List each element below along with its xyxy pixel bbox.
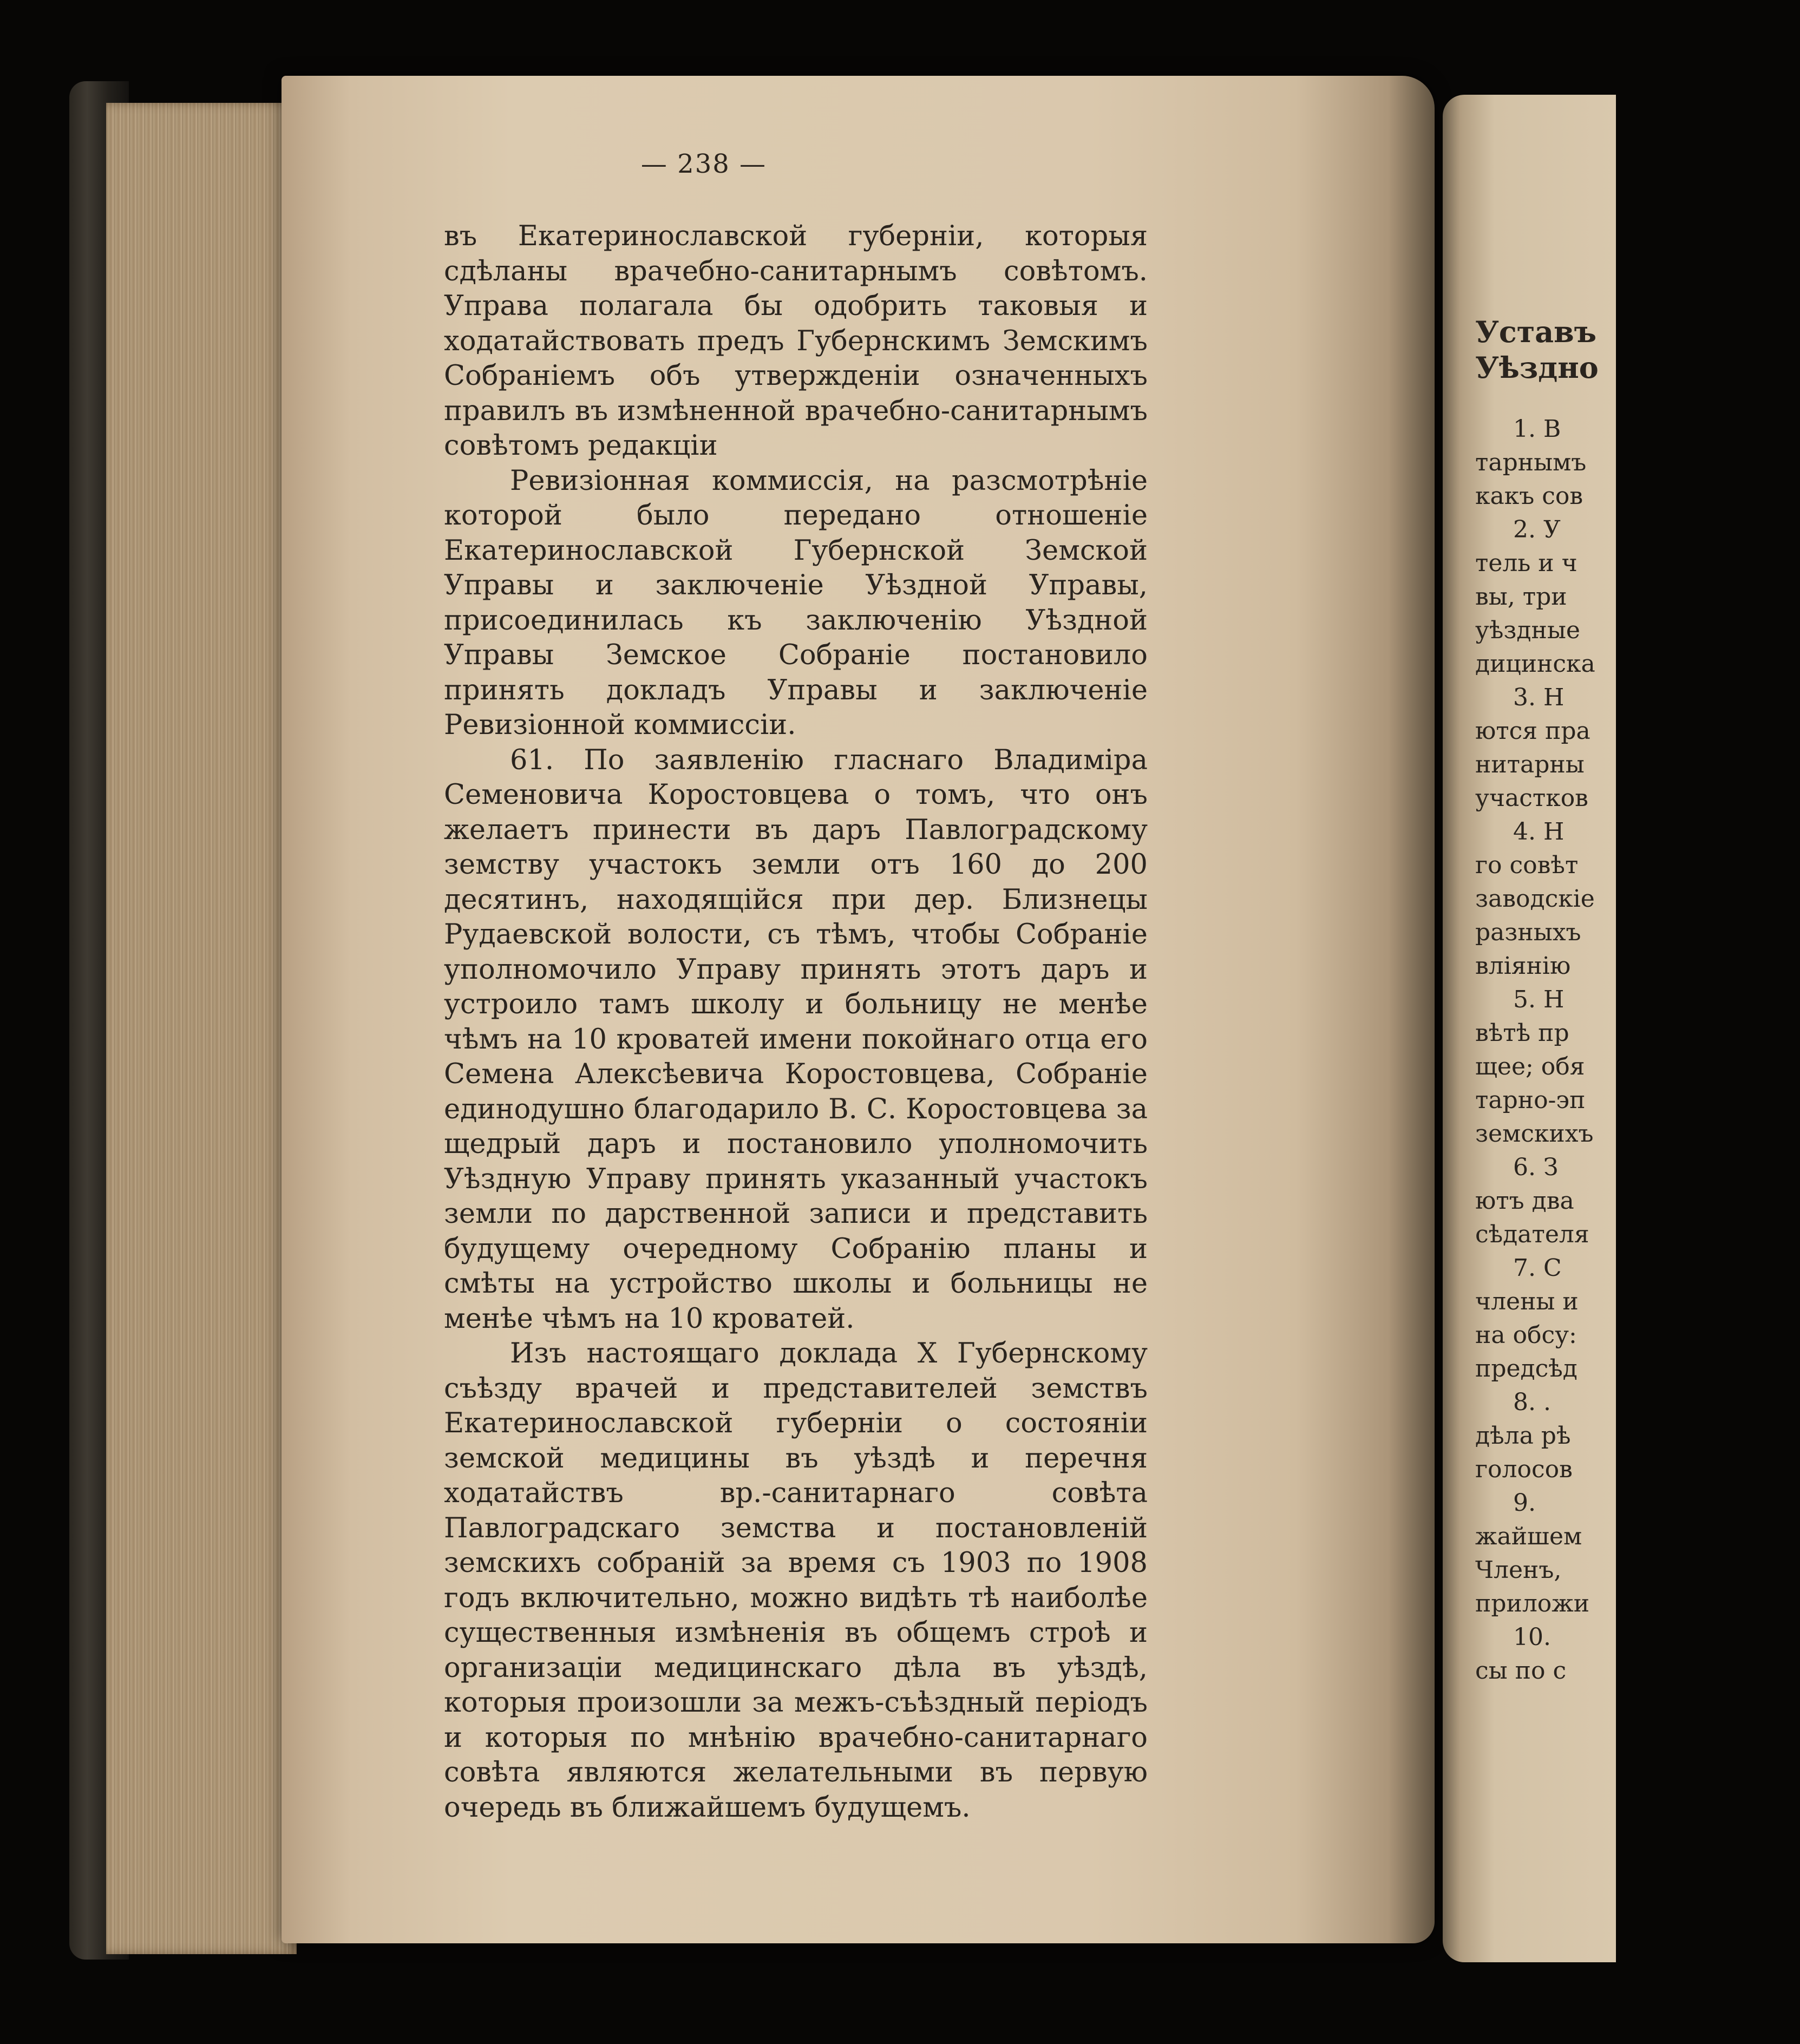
right-page-line: голосов <box>1475 1456 1573 1483</box>
right-page-line: 8. . <box>1513 1388 1551 1416</box>
right-page-line: 3. Н <box>1513 684 1565 711</box>
page-number: — 238 — <box>640 149 767 179</box>
right-page-line: тель и ч <box>1475 549 1578 577</box>
right-page-line: земскихъ <box>1475 1120 1594 1148</box>
right-page-line: дицинска <box>1475 650 1595 678</box>
right-page-line: жайшем <box>1475 1523 1582 1550</box>
right-page-line: 4. Н <box>1513 818 1565 846</box>
right-page-line: сѣдателя <box>1475 1221 1589 1248</box>
right-page-line: заводскіе <box>1475 885 1595 913</box>
paragraph: въ Екатеринославской губерніи, которыя сдѣланы врачебно-санитарнымъ совѣтомъ. Управа полагала бы одобрить таковыя и ходатайствовать предъ Губернскимъ Земскимъ Собраніемъ объ утвержденіи означенныхъ правилъ въ измѣненной врачебно-санитарнымъ совѣтомъ редакціи <box>444 220 1148 462</box>
right-page-line: разныхъ <box>1475 919 1581 946</box>
right-page-line: на обсу: <box>1475 1321 1577 1349</box>
left-page <box>282 76 1435 1943</box>
right-page-line: тарно-эп <box>1475 1086 1586 1114</box>
paragraph: Ревизіонная коммиссія, на разсмотрѣніе которой было передано отношеніе Екатеринославской Губернской Земской Управы и заключеніе Уѣздной Управы, присоединилась къ заключенію Уѣздной Управы Земское Собраніе постановило принять докладъ Управы и заключеніе Ревизіонной коммиссіи. <box>444 464 1148 741</box>
right-page-text <box>1475 314 1800 1688</box>
right-page-line: дѣла рѣ <box>1475 1422 1571 1450</box>
right-page-line: 10. <box>1513 1623 1551 1651</box>
right-page-line: ются пра <box>1475 717 1590 745</box>
right-page-line: го совѣт <box>1475 851 1579 879</box>
heading-line: Уѣздно <box>1475 350 1599 385</box>
right-page-line: 7. С <box>1513 1254 1562 1282</box>
paragraph: Изъ настоящаго доклада X Губернскому съѣзду врачей и представителей земствъ Екатеринославской губерніи о состояніи земской медицины въ уѣздѣ и перечня ходатайствъ вр.-санитарнаго совѣта Павлоградскаго земства и постановленій земскихъ собраній за время съ 1903 по 1908 годъ включительно, можно видѣть тѣ наиболѣе существенныя измѣненія въ общемъ строѣ и организаціи медицинскаго дѣла въ уѣздѣ, которыя произошли за межъ-съѣздный періодъ и которыя по мнѣнію врачебно-санитарнаго совѣта являются желательными въ первую очередь въ ближайшемъ будущемъ. <box>444 1338 1148 1824</box>
right-page-line: вліянію <box>1475 952 1571 980</box>
right-page-line: члены и <box>1475 1288 1579 1315</box>
right-page-line: какъ сов <box>1475 482 1583 510</box>
right-page-line: вѣтѣ пр <box>1475 1019 1569 1047</box>
right-page-fragment <box>1443 95 1616 1962</box>
right-page-line: щее; обя <box>1475 1053 1585 1080</box>
right-page-line: 5. Н <box>1513 986 1565 1013</box>
heading-line: Уставъ <box>1475 315 1597 349</box>
right-page-line: 2. У <box>1513 516 1561 543</box>
right-page-line: уѣздные <box>1475 617 1580 644</box>
right-page-line: нитарны <box>1475 751 1585 778</box>
paragraph: 61. По заявленію гласнаго Владиміра Семеновича Коростовцева о томъ, что онъ желаетъ принести въ даръ Павлоградскому земству участокъ земли отъ 160 до 200 десятинъ, находящійся при дер. Близнецы Рудаевской волости, съ тѣмъ, чтобы Собраніе уполномочило Управу принять этотъ даръ и устроило тамъ школу и больницу не менѣе чѣмъ на 10 кроватей имени покойнаго отца его Семена Алексѣевича Коростовцева, Собраніе единодушно благодарило В. С. Коростовцева за щедрый даръ и постановило уполномочить Уѣздную Управу принять указанный участокъ земли по дарственной записи и представить будущему очередному Собранію планы и смѣты на устройство школы и больницы не менѣе чѣмъ на 10 кроватей. <box>444 744 1148 1335</box>
right-page-line: 9. <box>1513 1489 1536 1517</box>
page-edges <box>106 103 297 1954</box>
right-page-line: 1. В <box>1513 415 1561 443</box>
right-page-line: предсѣд <box>1475 1355 1578 1383</box>
right-page-heading <box>1475 314 1800 385</box>
right-page-line: 6. З <box>1513 1154 1559 1181</box>
right-page-line: Членъ, <box>1475 1556 1562 1584</box>
right-page-line: участков <box>1475 784 1588 812</box>
body-text <box>444 219 1148 1825</box>
right-page-line: тарнымъ <box>1475 449 1587 476</box>
right-page-line: сы по с <box>1475 1657 1567 1685</box>
right-page-lines <box>1475 412 1800 1688</box>
right-page-line: приложи <box>1475 1590 1590 1617</box>
right-page-line: вы, три <box>1475 583 1567 611</box>
right-page-line: ютъ два <box>1475 1187 1574 1215</box>
